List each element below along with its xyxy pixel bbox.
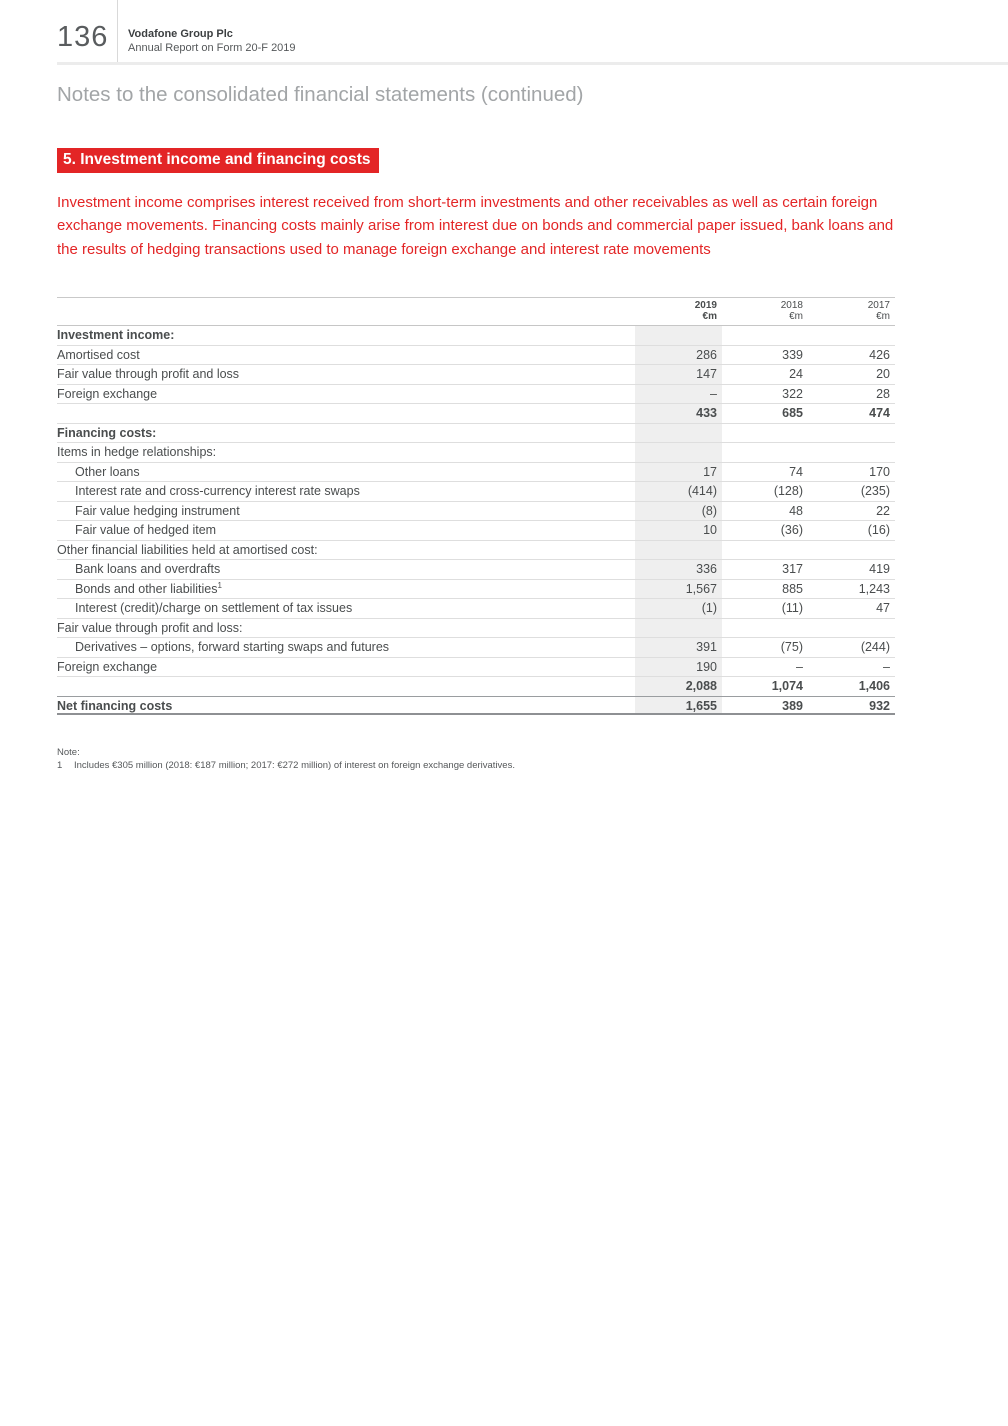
document-title: Notes to the consolidated financial statements (continued) <box>57 83 584 106</box>
row-value-2019: – <box>635 385 722 404</box>
row-value-2018: (128) <box>773 484 803 498</box>
column-year: 2019 <box>694 300 717 311</box>
row-label: Fair value through profit and loss <box>57 367 240 381</box>
row-label: Other financial liabilities held at amortised cost: <box>57 542 318 557</box>
table-row <box>57 560 895 580</box>
row-value-2018 <box>722 443 808 462</box>
row-value-2017: (235) <box>860 484 890 498</box>
row-value-2019: 190 <box>635 658 722 677</box>
row-value-2017: 419 <box>869 562 890 576</box>
row-value-2018: 1,074 <box>771 679 803 693</box>
row-value-2019: 336 <box>635 560 722 579</box>
row-label: Foreign exchange <box>57 659 158 674</box>
row-value-2018: 74 <box>789 464 803 479</box>
row-value-2018: 48 <box>789 503 803 518</box>
column-year: 2018 <box>780 300 803 311</box>
table-row <box>57 638 895 658</box>
footnote-text: Includes €305 million (2018: €187 million; 2017: €272 million) of interest on foreign exchange derivatives. <box>74 760 515 771</box>
column-unit: €m <box>789 310 803 322</box>
row-label: Interest rate and cross-currency interest rate swaps <box>75 484 360 498</box>
row-label: Derivatives – options, forward starting swaps and futures <box>75 640 390 654</box>
table-row <box>57 443 895 463</box>
row-value-2018: – <box>796 659 803 674</box>
row-value-2019: (414) <box>635 482 722 501</box>
row-value-2017: 170 <box>869 464 890 479</box>
row-value-2019: 147 <box>635 365 722 384</box>
row-value-2017: 1,243 <box>858 581 890 596</box>
column-unit: €m <box>702 310 717 322</box>
row-value-2017: 932 <box>869 698 890 713</box>
section-intro: Investment income comprises interest received from short-term investments and other receivables as well as certain foreign exchange movements. Financing costs mainly arise from interest due on bonds and commercial paper issued, bank loans and the results of hedging transactions used to manage foreign exchange and interest rate movements <box>57 194 894 258</box>
row-label: Fair value of hedged item <box>75 523 217 537</box>
company-block <box>128 27 296 55</box>
table-header-row <box>57 297 895 326</box>
row-value-2017 <box>808 326 895 345</box>
row-value-2019: 17 <box>635 463 722 482</box>
table-header-spacer <box>57 301 635 322</box>
report-title: Annual Report on Form 20-F 2019 <box>128 42 296 54</box>
table-row <box>57 346 895 366</box>
row-value-2017: 474 <box>869 406 890 420</box>
column-unit: €m <box>876 310 890 322</box>
row-label: Other loans <box>75 464 140 479</box>
row-value-2018: 685 <box>782 406 803 420</box>
row-value-2017: 426 <box>869 347 890 362</box>
row-value-2019: 286 <box>635 346 722 365</box>
row-label: Fair value through profit and loss: <box>57 620 243 635</box>
footnote-item <box>57 760 515 772</box>
footnote-label: Note: <box>57 747 80 758</box>
row-value-2018: (11) <box>781 601 803 615</box>
table-row <box>57 677 895 697</box>
row-value-2018: 885 <box>782 581 803 596</box>
row-label: Amortised cost <box>57 347 140 362</box>
row-label: Financing costs: <box>57 425 157 440</box>
row-value-2019: 2,088 <box>635 677 722 696</box>
row-value-2017: 47 <box>876 601 890 615</box>
table-row <box>57 599 895 619</box>
table-row <box>57 463 895 483</box>
row-value-2018: 339 <box>782 347 803 362</box>
row-value-2017: – <box>883 659 890 674</box>
table-row <box>57 502 895 522</box>
row-value-2019 <box>635 443 722 462</box>
row-value-2019: (8) <box>635 502 722 521</box>
column-header-2017 <box>808 301 895 322</box>
table-row <box>57 658 895 678</box>
row-value-2019 <box>635 619 722 638</box>
row-value-2018 <box>722 424 808 443</box>
column-header-2019 <box>635 301 722 322</box>
footnote-reference: 1 <box>217 580 222 590</box>
row-value-2018 <box>722 541 808 560</box>
row-value-2019: 10 <box>635 521 722 540</box>
column-year: 2017 <box>867 300 890 311</box>
row-label: Foreign exchange <box>57 386 158 401</box>
section-heading: 5. Investment income and financing costs <box>57 148 379 173</box>
row-label: Interest (credit)/charge on settlement of tax issues <box>75 601 353 615</box>
row-label: Net financing costs <box>57 698 173 713</box>
row-value-2019 <box>635 326 722 345</box>
table-row <box>57 365 895 385</box>
table-row <box>57 580 895 600</box>
row-value-2017: (16) <box>867 523 890 537</box>
row-value-2018 <box>722 619 808 638</box>
page-number: 136 <box>57 21 109 53</box>
row-value-2017: 22 <box>876 503 890 518</box>
row-label <box>57 404 635 423</box>
column-header-2018 <box>722 301 808 322</box>
financial-table <box>57 297 895 715</box>
table-row <box>57 385 895 405</box>
row-label <box>57 677 635 696</box>
row-label: Fair value hedging instrument <box>75 503 240 518</box>
row-label: Investment income: <box>57 328 175 342</box>
row-value-2019: 391 <box>635 638 722 657</box>
row-value-2019 <box>635 541 722 560</box>
row-label: Items in hedge relationships: <box>57 445 217 459</box>
row-value-2017: (244) <box>860 640 890 654</box>
row-value-2017 <box>808 424 895 443</box>
row-value-2018: 24 <box>789 367 803 381</box>
table-row <box>57 326 895 346</box>
row-label: Bonds and other liabilities$^1$ <box>75 580 222 596</box>
row-value-2017 <box>808 443 895 462</box>
row-value-2018: 389 <box>782 698 803 713</box>
row-value-2017 <box>808 619 895 638</box>
table-body <box>57 326 895 715</box>
company-name: Vodafone Group Plc <box>128 28 233 40</box>
row-value-2018: 317 <box>782 562 803 576</box>
row-value-2018 <box>722 326 808 345</box>
row-value-2019: 1,655 <box>635 697 722 714</box>
table-row <box>57 619 895 639</box>
footnote-number: 1 <box>57 760 63 771</box>
row-value-2018: (75) <box>780 640 803 654</box>
row-value-2017: 20 <box>876 367 890 381</box>
row-value-2019: (1) <box>635 599 722 618</box>
row-value-2019: 1,567 <box>635 580 722 599</box>
header-divider <box>117 0 118 62</box>
table-row <box>57 404 895 424</box>
table-row <box>57 541 895 561</box>
row-value-2017: 28 <box>876 386 890 401</box>
row-value-2017: 1,406 <box>858 679 890 693</box>
row-value-2018: 322 <box>782 386 803 401</box>
row-label: Bank loans and overdrafts <box>75 562 221 576</box>
table-row <box>57 482 895 502</box>
table-row <box>57 696 895 716</box>
row-value-2019: 433 <box>635 404 722 423</box>
footnote-block <box>57 747 515 772</box>
table-row <box>57 424 895 444</box>
row-value-2018: (36) <box>780 523 803 537</box>
row-value-2019 <box>635 424 722 443</box>
header-rule <box>57 62 1008 65</box>
table-row <box>57 521 895 541</box>
row-value-2017 <box>808 541 895 560</box>
